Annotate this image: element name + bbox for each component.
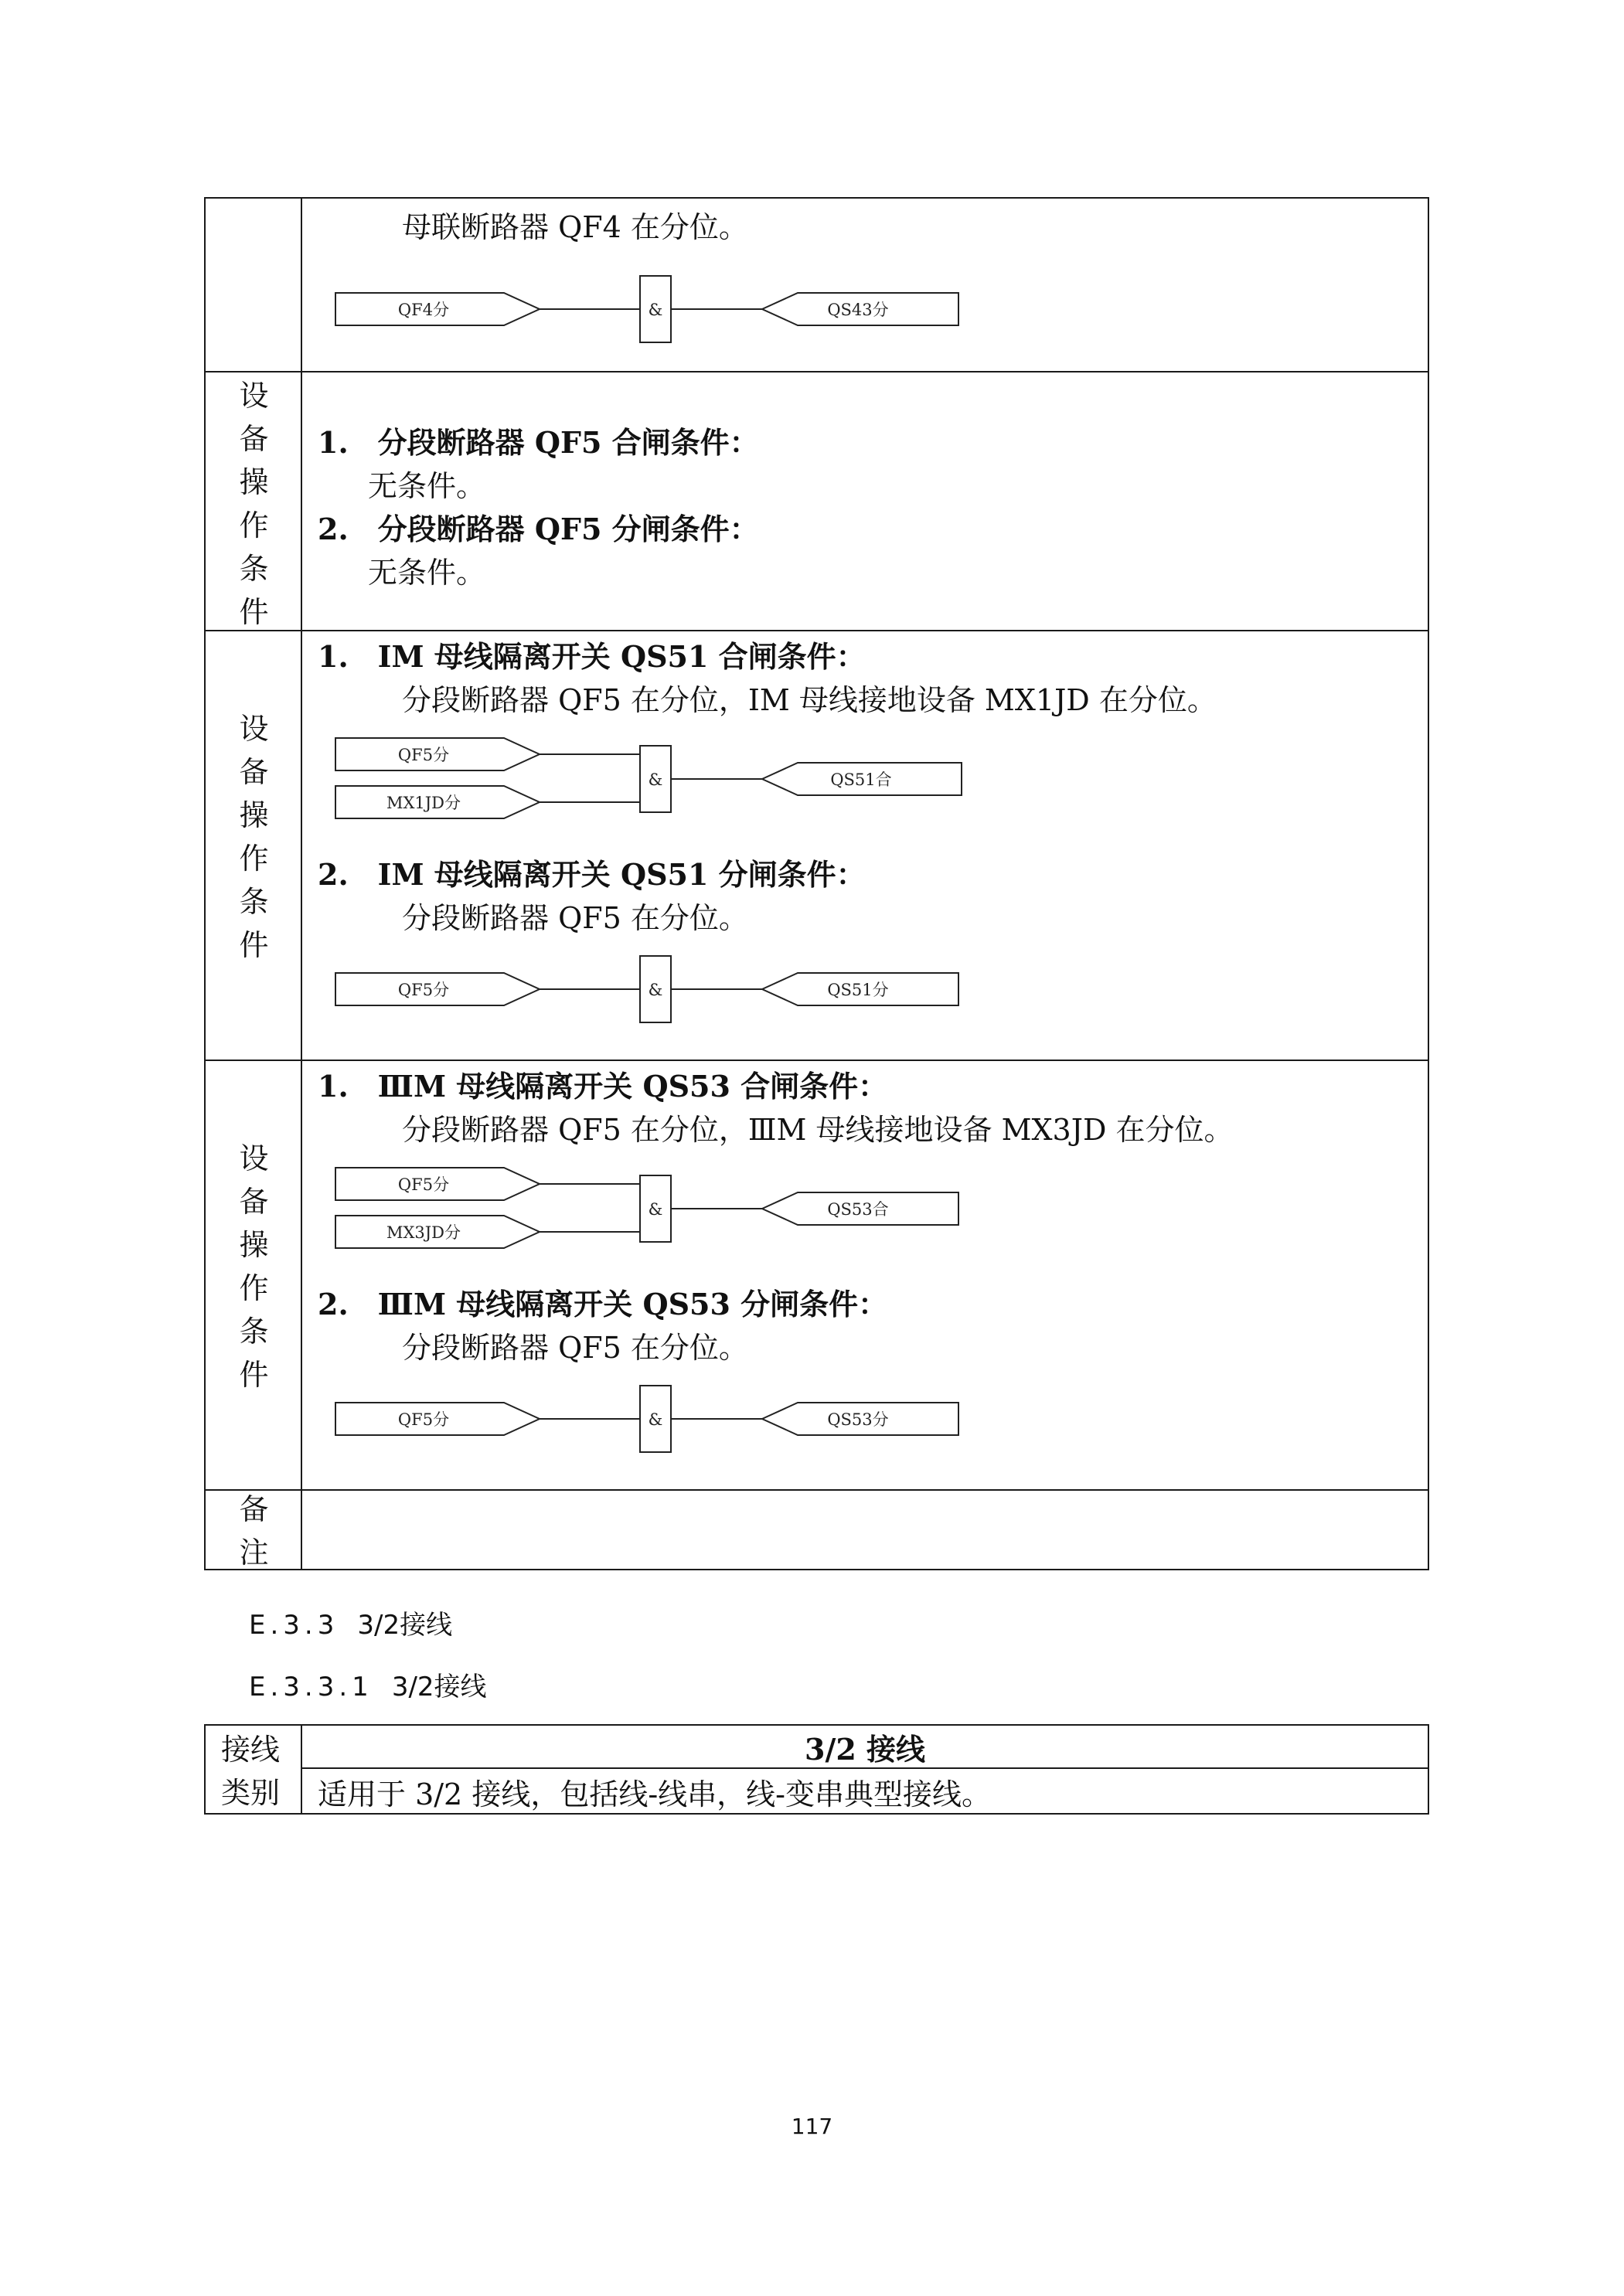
title-cell	[302, 1726, 1428, 1769]
logic-diagram	[206, 1379, 1431, 1472]
input-label: QF5分	[397, 1410, 450, 1429]
input-label: QF5分	[397, 746, 450, 764]
output-label: QS53分	[827, 1410, 889, 1429]
row-label: 接线	[221, 1733, 281, 1767]
output-label: QS53合	[827, 1200, 889, 1219]
condition-heading: 1. ⅠM 母线隔离开关 QS51 合闸条件：	[318, 639, 866, 674]
input-label: QF4分	[397, 301, 450, 319]
row-label: 类别	[221, 1776, 281, 1810]
input-label: QF5分	[397, 1175, 450, 1194]
wiring-title: 3/2 接线	[805, 1732, 925, 1767]
condition-text: 分段断路器 QF5 在分位，ⅠM 母线接地设备 MX1JD 在分位。	[402, 683, 1217, 717]
label-cell	[206, 372, 302, 630]
condition-text: 分段断路器 QF5 在分位，ⅢM 母线接地设备 MX3JD 在分位。	[402, 1113, 1234, 1147]
condition-heading: 2. ⅠM 母线隔离开关 QS51 分闸条件：	[318, 857, 866, 892]
wiring-type-table	[204, 1724, 1429, 1815]
output-label: QS51合	[830, 770, 892, 789]
row-label: 设 备 操 作 条 件	[239, 712, 269, 962]
condition-heading: 1. ⅢM 母线隔离开关 QS53 合闸条件：	[318, 1069, 888, 1104]
section-title: 3/2接线	[357, 1610, 453, 1641]
table-row	[206, 1491, 1428, 1570]
gate-symbol: &	[648, 1410, 663, 1429]
condition-text: 分段断路器 QF5 在分位。	[402, 1331, 748, 1365]
condition-text: 无条件。	[368, 469, 486, 503]
wiring-description: 适用于 3/2 接线，包括线-线串，线-变串典型接线。	[318, 1777, 991, 1811]
table-row	[206, 199, 1428, 372]
section-heading	[249, 1665, 487, 1703]
input-label: MX1JD分	[386, 794, 461, 812]
label-cell	[206, 1491, 302, 1570]
table-row	[206, 1061, 1428, 1491]
input-label: MX3JD分	[386, 1223, 461, 1242]
section-title: 3/2接线	[391, 1672, 487, 1702]
gate-symbol: &	[648, 1200, 663, 1219]
label-cell	[206, 1726, 302, 1813]
condition-heading: 2. 分段断路器 QF5 分闸条件：	[318, 512, 759, 546]
condition-text: 分段断路器 QF5 在分位。	[402, 901, 748, 935]
input-label: QF5分	[397, 981, 450, 999]
section-heading	[249, 1604, 452, 1641]
row-label: 备 注	[239, 1492, 269, 1570]
logic-diagram	[206, 732, 1431, 825]
row-label: 设 备 操 作 条 件	[239, 1141, 269, 1392]
output-label: QS43分	[827, 301, 889, 319]
logic-diagram	[206, 270, 1431, 362]
condition-text: 母联断路器 QF4 在分位。	[402, 210, 748, 244]
logic-diagram	[206, 1162, 1431, 1254]
row-label: 设 备 操 作 条 件	[239, 379, 269, 629]
gate-symbol: &	[648, 301, 663, 319]
table-row	[206, 372, 1428, 631]
section-number: E.3.3.1	[249, 1672, 373, 1702]
section-number: E.3.3	[249, 1610, 339, 1641]
interlock-table	[204, 197, 1429, 1570]
logic-diagram	[206, 950, 1431, 1043]
output-label: QS51分	[827, 981, 889, 999]
condition-heading: 1. 分段断路器 QF5 合闸条件：	[318, 425, 759, 460]
table-row	[206, 631, 1428, 1061]
gate-symbol: &	[648, 981, 663, 999]
page-number: 117	[791, 2114, 833, 2139]
condition-heading: 2. ⅢM 母线隔离开关 QS53 分闸条件：	[318, 1287, 888, 1321]
gate-symbol: &	[648, 770, 663, 789]
condition-text: 无条件。	[368, 556, 486, 590]
